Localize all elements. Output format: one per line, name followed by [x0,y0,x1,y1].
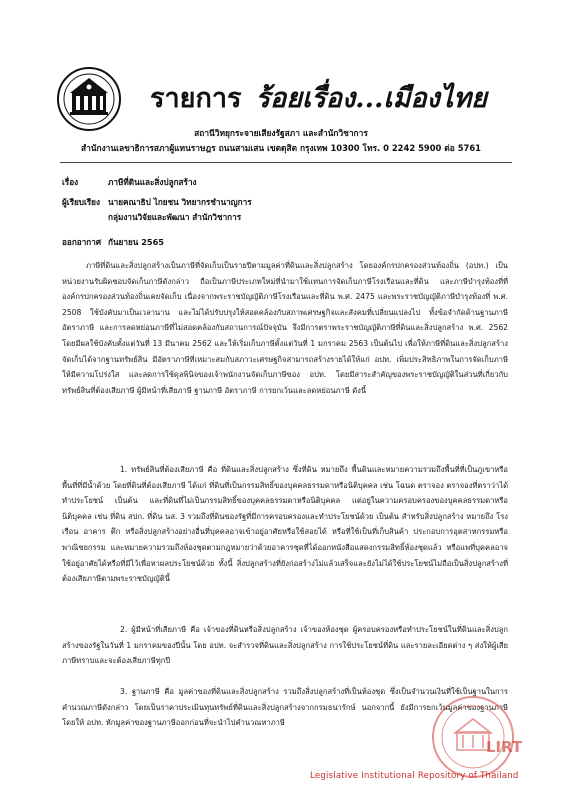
subtitle-station: สถานีวิทยุกระจายเสียงรัฐสภา และสำนักวิชาการ [194,128,368,138]
item-2-block [62,622,508,669]
title-main: ร้อยเรื่อง...เมืองไทย [255,83,487,114]
repository-name: Legislative Institutional Repository of Thailand [310,771,519,781]
parliament-seal-icon [56,66,122,132]
aired-label: ออกอากาศ [62,237,102,247]
program-title [150,76,487,119]
author-value: นายคณาธิป ไกยชน วิทยากรชำนาญการ [108,197,252,207]
repository-mark: LIRT [486,738,523,756]
aired-value: กันยายน 2565 [108,237,164,247]
subject-value: ภาษีที่ดินและสิ่งปลูกสร้าง [108,177,197,187]
title-prefix: รายการ [150,83,242,114]
header-divider [60,162,512,163]
subject-label: เรื่อง [62,177,79,187]
item-1-block [62,462,508,587]
author-label: ผู้เรียบเรียง [62,197,100,207]
item-2-paragraph: 2. ผู้มีหน้าที่เสียภาษี คือ เจ้าของที่ดินหรือสิ่งปลูกสร้าง เจ้าของห้องชุด ผู้ครอบครองหรือทำประโยชน์ในที่ดินและสิ่งปลูกสร้างของรัฐในวันที่ 1 มกราคมของปีนั้น โดย อปท. จะสำรวจที่ดินและสิ่งปลูกสร้าง การใช้ประโยชน์ที่ดิน และรายละเอียดต่าง ๆ ส่งให้ผู้เสียภาษีทราบและจะต้องเสียภาษีทุกปี [62,625,508,666]
item-3-paragraph: 3. ฐานภาษี คือ มูลค่าของที่ดินและสิ่งปลูกสร้าง รวมถึงสิ่งปลูกสร้างที่เป็นห้องชุด ซึ่งเป็นจำนวนเงินที่ใช้เป็นฐานในการคำนวณภาษีดังกล่าว โดยเป็นราคาประเมินทุนทรัพย์ที่ดินและสิ่งปลูกสร้างจากกรมธนารักษ์ นอกจากนี้ ยังมีการยกเว้นมูลค่าของฐานภาษี โดยให้ อปท. หักมูลค่าของฐานภาษีออกก่อนที่จะนำไปคำนวณหาภาษี [62,687,508,728]
author-department: กลุ่มงานวิจัยและพัฒนา สำนักวิชาการ [108,212,242,222]
article-body [62,258,508,398]
intro-paragraph: ภาษีที่ดินและสิ่งปลูกสร้างเป็นภาษีที่จัดเก็บเป็นรายปีตามมูลค่าที่ดินและสิ่งปลูกสร้าง โดยองค์กรปกครองส่วนท้องถิ่น (อปท.) เป็นหน่วยงานรับผิดชอบจัดเก็บภาษีดังกล่าว ถือเป็นภาษีประเภทใหม่ที่นำมาใช้แทนการจัดเก็บภาษีโรงเรือนและที่ดิน และภาษีบำรุงท้องที่ที่องค์กรปกครองส่วนท้องถิ่นเคยจัดเก็บ เนื่องจากพระราชบัญญัติภาษีโรงเรือนและที่ดิน พ.ศ. 2475 และพระราชบัญญัติภาษีบำรุงท้องที่ พ.ศ. 2508 ใช้บังคับมาเป็นเวลานาน และไม่ได้ปรับปรุงให้สอดคล้องกับสภาพเศรษฐกิจและสังคมที่เปลี่ยนแปลงไป ทั้งข้อจำกัดด้านฐานภาษี อัตราภาษี และการลดหย่อนภาษีที่ไม่สอดคล้องกับสถานการณ์ปัจจุบัน จึงมีการตราพระราชบัญญัติภาษีที่ดินและสิ่งปลูกสร้าง พ.ศ. 2562 โดยมีผลใช้บังคับตั้งแต่วันที่ 13 มีนาคม 2562 และให้เริ่มเก็บภาษีตั้งแต่วันที่ 1 มกราคม 2563 เป็นต้นไป เพื่อให้ภาษีที่ดินและสิ่งปลูกสร้างจัดเก็บได้จากฐานทรัพย์สิน มีอัตราภาษีที่เหมาะสมกับสภาวะเศรษฐกิจสามารถสร้างรายได้ให้แก่ อปท. เพิ่มประสิทธิภาพในการจัดเก็บภาษีให้มีความโปร่งใส และลดการใช้ดุลพินิจของเจ้าพนักงานจัดเก็บภาษีของ อปท. โดยมีสาระสำคัญของพระราชบัญญัติในส่วนที่เกี่ยวกับทรัพย์สินที่ต้องเสียภาษี ผู้มีหน้าที่เสียภาษี ฐานภาษี อัตราภาษี การยกเว้นและลดหย่อนภาษี ดังนี้ [62,261,508,395]
item-1-paragraph: 1. ทรัพย์สินที่ต้องเสียภาษี คือ ที่ดินและสิ่งปลูกสร้าง ซึ่งที่ดิน หมายถึง พื้นดินและหมายความรวมถึงพื้นที่ที่เป็นภูเขาหรือพื้นที่ที่มีน้ำด้วย โดยที่ดินที่ต้องเสียภาษี ได้แก่ ที่ดินที่เป็นกรรมสิทธิ์ของบุคคลธรรมดาหรือนิติบุคคล เช่น โฉนด ตราจอง ตราจองที่ตราว่าได้ทำประโยชน์ เป็นต้น และที่ดินที่ไม่เป็นกรรมสิทธิ์ของบุคคลธรรมดาหรือนิติบุคคล แต่อยู่ในความครอบครองของบุคคลธรรมดาหรือนิติบุคคล เช่น ที่ดิน สปก. ที่ดิน นส. 3 รวมถึงที่ดินของรัฐที่มีการครอบครองและทำประโยชน์ด้วย เป็นต้น สำหรับสิ่งปลูกสร้าง หมายถึง โรงเรือน อาคาร ตึก หรือสิ่งปลูกสร้างอย่างอื่นที่บุคคลอาจเข้าอยู่อาศัยหรือใช้สอยได้ หรือที่ใช้เป็นที่เก็บสินค้า ประกอบการอุตสาหกรรมหรือพาณิชยกรรม และหมายความรวมถึงห้องชุดตามกฎหมายว่าด้วยอาคารชุดที่ได้ออกหนังสือแสดงกรรมสิทธิ์ห้องชุดแล้ว หรือแพที่บุคคลอาจใช้อยู่อาศัยได้หรือที่มีไว้เพื่อหาผลประโยชน์ด้วย ทั้งนี้ สิ่งปลูกสร้างที่ยังก่อสร้างไม่แล้วเสร็จและยังไม่ได้ใช้ประโยชน์ไม่ถือเป็นสิ่งปลูกสร้างที่ต้องเสียภาษีตามพระราชบัญญัตินี้ [62,465,508,584]
subtitle-address: สำนักงานเลขาธิการสภาผู้แทนราษฎร ถนนสามเสน เขตดุสิต กรุงเทพ 10300 โทร. 0 2242 5900 ต่อ 5761 [80,143,481,153]
repository-logo-icon [430,694,516,780]
